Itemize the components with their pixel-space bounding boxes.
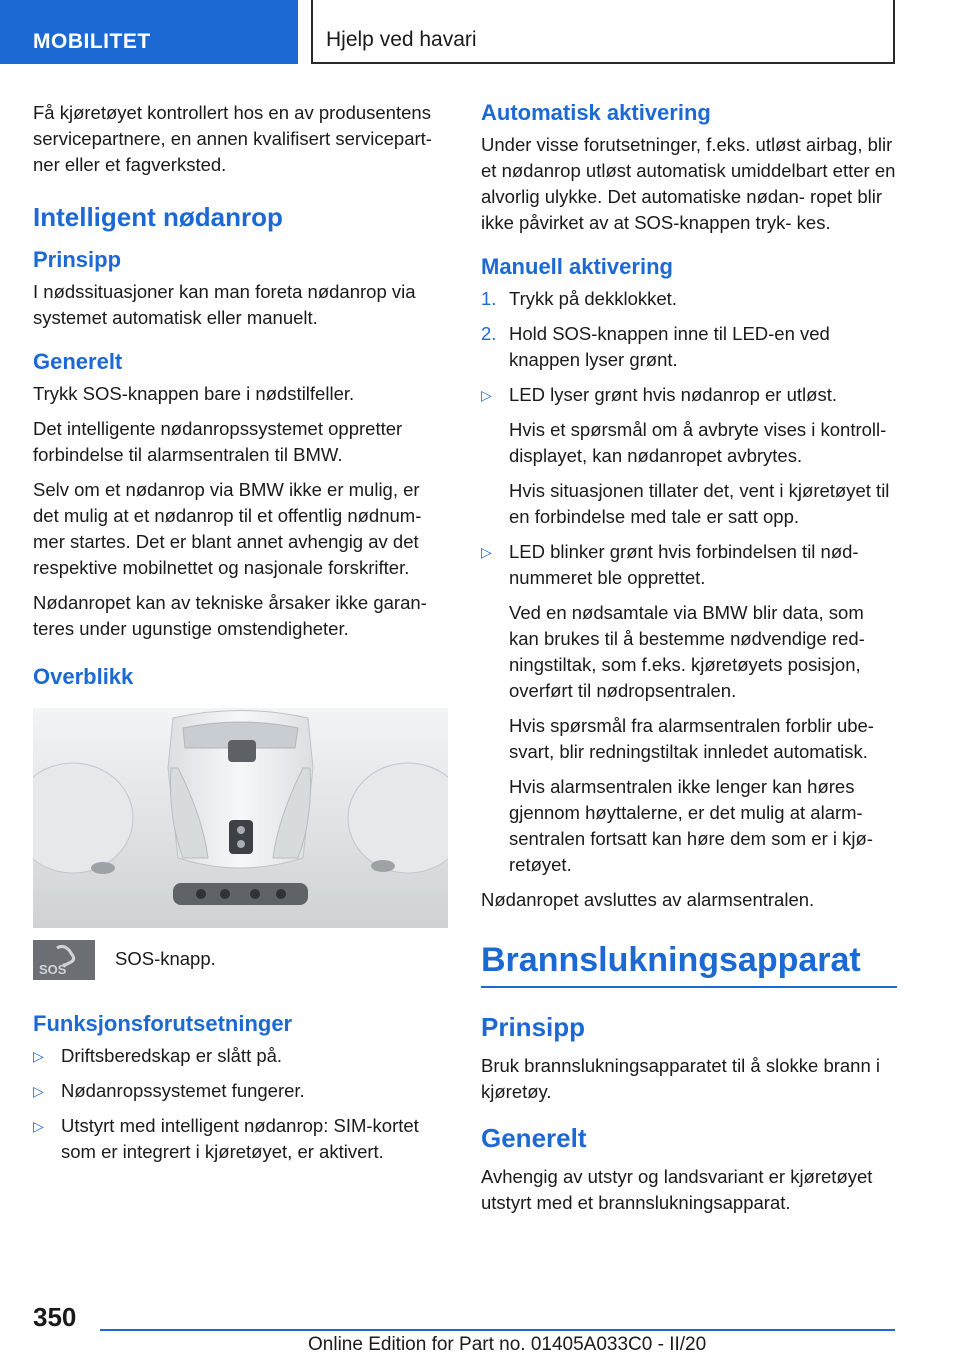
edition-note: Online Edition for Part no. 01405A033C0 - II/20 xyxy=(308,1334,707,1355)
right-column xyxy=(481,100,897,1225)
heading-fire-extinguisher: Brannslukningsapparat xyxy=(481,941,897,988)
list-item: ▷ Utstyrt med intelligent nødanrop: SIM-kortet som er integrert i kjøretøyet, er aktivert. xyxy=(33,1115,419,1162)
sub-paragraph: Hvis situasjonen tillater det, vent i kjøretøyet til en forbindelse med tale er satt opp. xyxy=(509,480,890,527)
heading-automatic-activation: Automatisk aktivering xyxy=(481,100,711,125)
sub-paragraph: Hvis et spørsmål om å avbryte vises i kontroll- displayet, kan nødanropet avbrytes. xyxy=(509,419,887,466)
list-item: ▷ Driftsberedskap er slått på. xyxy=(33,1043,449,1069)
heading-principle-2: Prinsipp xyxy=(481,1012,586,1042)
list-item: ▷ Nødanropssystemet fungerer. xyxy=(33,1078,449,1104)
heading-intelligent-emergency-call: Intelligent nødanrop xyxy=(33,202,283,232)
left-column xyxy=(33,100,449,1174)
sos-icon-label: SOS xyxy=(39,962,67,977)
roof-console-photo xyxy=(33,708,448,928)
triangle-bullet-icon: ▷ xyxy=(33,1118,44,1134)
roof-console-illustration xyxy=(33,708,448,928)
sub-paragraph: Hvis spørsmål fra alarmsentralen forblir ube- svart, blir redningstiltak innledet automatisk. xyxy=(509,715,874,762)
end-paragraph: Nødanropet avsluttes av alarmsentralen. xyxy=(481,889,815,910)
heading-prerequisites: Funksjonsforutsetninger xyxy=(33,1011,293,1036)
prerequisites-list xyxy=(33,1043,449,1165)
principle-paragraph: I nødssituasjoner kan man foreta nødanrop via systemet automatisk eller manuelt. xyxy=(33,281,416,328)
sos-button-icon xyxy=(33,940,95,980)
general-paragraph-5: Avhengig av utstyr og landsvariant er kjøretøyet utstyrt med et brannslukningsapparat. xyxy=(481,1166,873,1213)
page-number: 350 xyxy=(33,1302,77,1332)
footer-rule xyxy=(100,1329,895,1331)
general-paragraph-2: Det intelligente nødanropssystemet oppretter forbindelse til alarmsentralen til BMW. xyxy=(33,418,403,465)
manual-steps-cont xyxy=(481,539,897,591)
principle-paragraph-2: Bruk brannslukningsapparatet til å slokke brann i kjøretøy. xyxy=(481,1055,881,1102)
triangle-bullet-icon: ▷ xyxy=(481,387,492,403)
automatic-paragraph: Under visse forutsetninger, f.eks. utløst airbag, blir et nødanrop utløst automatisk umiddelbart etter en alvorlig ulykke. Det automatiske nødan- ropet blir ikke påvirket av at SOS-knappen tryk- kes. xyxy=(481,134,896,233)
general-paragraph-4: Nødanropet kan av tekniske årsaker ikke garan- teres under ugunstige omstendigheter. xyxy=(33,592,427,639)
intro-paragraph: Få kjøretøyet kontrollert hos en av produsentens servicepartnere, en annen kvalifisert servicepart- ner eller et fagverksted. xyxy=(33,102,432,175)
chapter-title: Hjelp ved havari xyxy=(311,0,895,64)
heading-general-2: Generelt xyxy=(481,1123,587,1153)
legend-row xyxy=(33,940,449,981)
section-tab: MOBILITET xyxy=(0,0,298,64)
triangle-bullet-icon: ▷ xyxy=(33,1083,44,1099)
triangle-bullet-icon: ▷ xyxy=(481,544,492,560)
list-item: ▷ LED lyser grønt hvis nødanrop er utløst. xyxy=(481,382,897,408)
heading-overview: Overblikk xyxy=(33,664,134,689)
sub-paragraph: Hvis alarmsentralen ikke lenger kan høres gjennom høyttalerne, er det mulig at alarm- sentralen fortsatt kan høre dem som er i kjø- retøyet. xyxy=(509,776,873,875)
legend-text: SOS-knapp. xyxy=(115,948,216,969)
heading-principle: Prinsipp xyxy=(33,247,122,272)
heading-general: Generelt xyxy=(33,349,123,374)
sub-paragraph: Ved en nødsamtale via BMW blir data, som kan brukes til å bestemme nødvendige red- ningstiltak, som f.eks. kjøretøyets posisjon, overført til nødropsentralen. xyxy=(509,602,865,701)
general-paragraph-1: Trykk SOS-knappen bare i nødstilfeller. xyxy=(33,383,355,404)
general-paragraph-3: Selv om et nødanrop via BMW ikke er mulig, er det mulig at et nødanrop til et offentlig nødnum- mer startes. Det er blant annet avhengig av det respektive mobilnettet og nasjonale forskrifter. xyxy=(33,479,422,578)
list-item: ▷ LED blinker grønt hvis forbindelsen til nød- nummeret ble opprettet. xyxy=(481,541,859,588)
list-item: 2. Hold SOS-knappen inne til LED-en ved knappen lyser grønt. xyxy=(481,323,830,370)
manual-steps xyxy=(481,286,897,408)
list-item: 1. Trykk på dekklokket. xyxy=(481,288,677,309)
heading-manual-activation: Manuell aktivering xyxy=(481,254,673,279)
triangle-bullet-icon: ▷ xyxy=(33,1048,44,1064)
